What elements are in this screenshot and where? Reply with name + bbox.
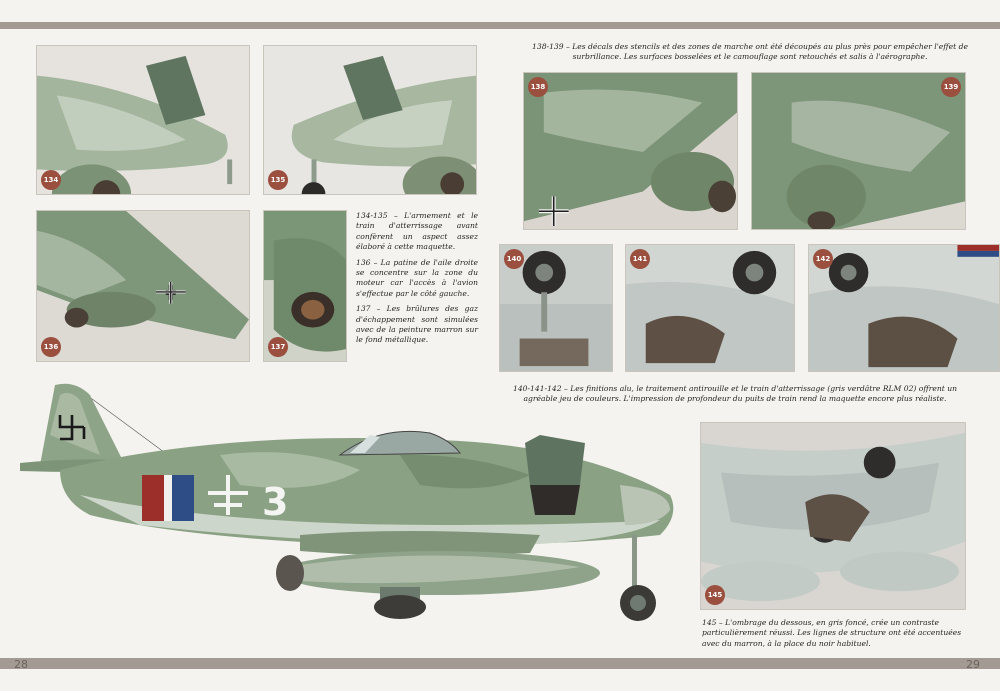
photo-139 (751, 72, 966, 230)
photo-number-badge: 145 (705, 585, 725, 605)
photo-136 (36, 210, 250, 362)
photo-141 (625, 244, 795, 372)
caption-136: 136 – La patine de l'aile droite se concentre sur la zone du moteur car l'accès à l'avion s'effectue par le côté gauche. (356, 257, 478, 298)
bottom-band (0, 658, 1000, 669)
photo-135 (263, 45, 477, 195)
aircraft-nose-gear-image (264, 46, 476, 194)
wing-decals-image (524, 73, 737, 229)
photo-number-badge: 134 (41, 170, 61, 190)
caption-134-135-block (356, 211, 478, 351)
photo-number-badge: 135 (268, 170, 288, 190)
main-aircraft-photo (20, 375, 700, 645)
photo-number-badge: 138 (528, 77, 548, 97)
top-band (0, 22, 1000, 29)
fuselage-number-marking: 3 (262, 480, 289, 524)
photo-number-badge: 142 (813, 249, 833, 269)
photo-number-badge: 139 (941, 77, 961, 97)
gear-well-image (626, 245, 794, 371)
page-number-right: 29 (966, 658, 980, 671)
photo-145 (700, 422, 966, 610)
page-number-left: 28 (14, 658, 28, 671)
photo-number-badge: 137 (268, 337, 288, 357)
photo-134 (36, 45, 250, 195)
caption-137: 137 – Les brûlures des gaz d'échappement sont simulées avec de la peinture marron sur le fond métallique. (356, 304, 478, 345)
me262-side-view-image (20, 375, 700, 645)
wing-decals-image (752, 73, 965, 229)
caption-138-139: 138-139 – Les décals des stencils et des zones de marche ont été découpés au plus près pour empêcher l'effet de surbrillance. Les surfaces bosselées et le camouflage sont retouchés et salis à l'aérographe. (532, 42, 968, 62)
gear-well-image (809, 245, 999, 371)
underside-view-image (701, 423, 965, 609)
photo-137 (263, 210, 347, 362)
photo-number-badge: 141 (630, 249, 650, 269)
photo-number-badge: 140 (504, 249, 524, 269)
photo-138 (523, 72, 738, 230)
photo-142 (808, 244, 1000, 372)
photo-number-badge: 136 (41, 337, 61, 357)
photo-140 (499, 244, 613, 372)
aircraft-wing-image (37, 211, 249, 361)
aircraft-nose-gear-image (37, 46, 249, 194)
caption-145: 145 – L'ombrage du dessous, en gris foncé, crée un contraste particulièrement réussi. Les lignes de structure ont été accentuées avec du marron, à la place du noir habituel. (702, 618, 962, 648)
caption-134-135: 134-135 – L'armement et le train d'atterrissage avant confèrent un aspect assez élaboré à cette maquette. (356, 211, 478, 252)
caption-140-142: 140-141-142 – Les finitions alu, le traitement antirouille et le train d'atterrissage (gris verdâtre RLM 02) offrent un agréable jeu de couleurs. L'impression de profondeur du puits de train rend la maquette encore plus réaliste. (512, 384, 958, 404)
